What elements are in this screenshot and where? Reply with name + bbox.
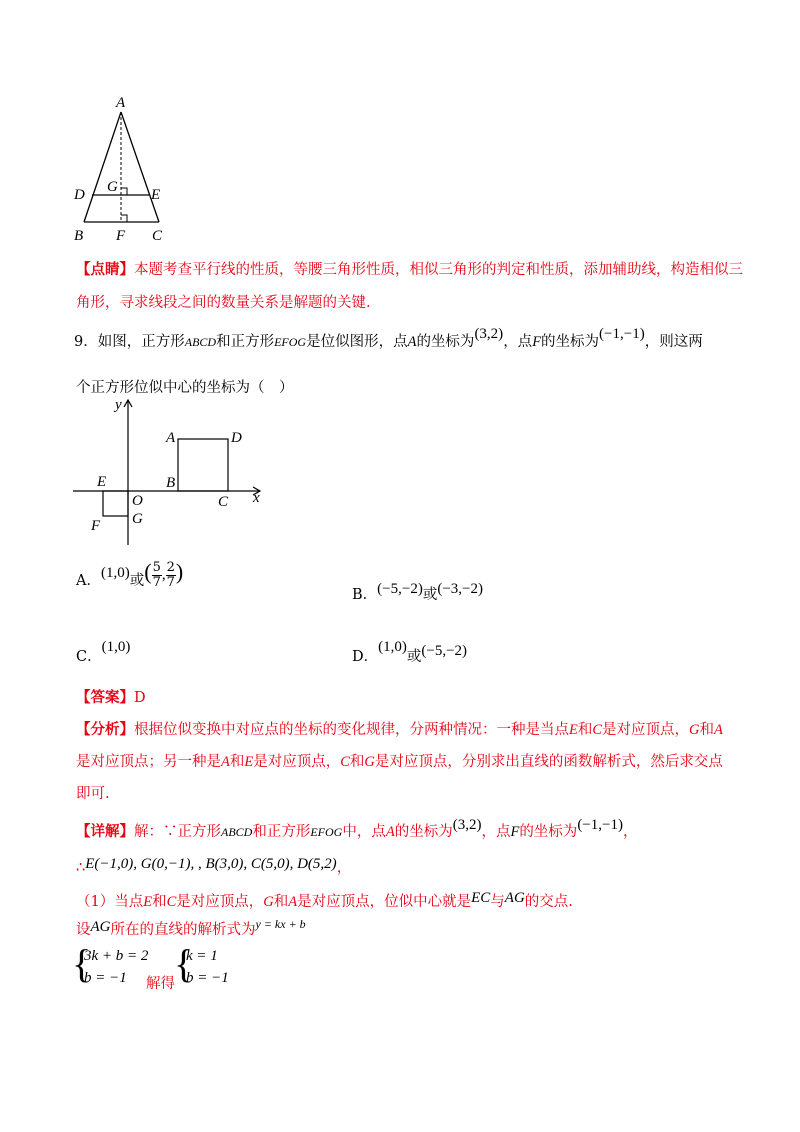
option-d[interactable]: D．(1,0)或(−5,−2) <box>352 639 468 665</box>
label-F: F <box>116 228 126 244</box>
analysis-line1: 【分析】根据位似变换中对应点的坐标的变化规律，分两种情况：一种是当点E和C是对应顶点，G和A <box>76 721 723 738</box>
answer: 【答案】D <box>76 689 146 706</box>
detail-case1-line: （1）当点E和C是对应顶点，G和A是对应顶点，位似中心就是EC与AG的交点. <box>76 890 573 910</box>
analysis-line2: 是对应顶点；另一种是A和E是对应顶点，C和G是对应顶点，分别求出直线的函数解析式，然后求交点 <box>76 754 723 770</box>
answer-value: D <box>134 690 146 706</box>
option-a[interactable]: A．(1,0)或( $\frac{5}{7}$ , $\frac{2}{7}$ ) <box>76 559 184 590</box>
detail-line1: 【详解】解：∵正方形ABCD和正方形EFOG中，点A的坐标为(3,2)，点F的坐标为(−1,−1)， <box>76 817 638 840</box>
option-c[interactable]: C．(1,0) <box>76 639 131 665</box>
label-B: B <box>166 475 176 491</box>
label-B: B <box>74 228 84 244</box>
label-C: C <box>152 228 163 244</box>
label-D: D <box>74 187 85 203</box>
system2-brace: { <box>174 941 194 986</box>
dianjing-line2: 角形，寻求线段之间的数量关系是解题的关键. <box>76 295 371 311</box>
system2-eq2: b = −1 <box>186 970 229 986</box>
system1-eq1: 3k + b = 2 <box>84 948 149 964</box>
axis-x-label: x <box>253 490 260 506</box>
solve-label: 解得 <box>146 976 175 992</box>
question-9-line2: 个正方形位似中心的坐标为（ ） <box>76 380 294 396</box>
question-9-line1: 9．如图，正方形ABCD和正方形EFOG是位似图形，点A的坐标为(3,2)，点F的坐标为(−1,−1)，则这两 <box>74 326 703 350</box>
label-G: G <box>132 511 143 527</box>
label-A: A <box>166 430 176 446</box>
label-F: F <box>91 518 101 534</box>
option-b[interactable]: B．(−5,−2)或(−3,−2) <box>352 581 483 603</box>
label-A: A <box>116 95 126 111</box>
label-C: C <box>218 494 229 510</box>
analysis-line3: 即可. <box>76 786 110 802</box>
label-G: G <box>107 179 118 195</box>
triangle-figure <box>70 90 180 245</box>
dianjing-tag: 【点睛】 <box>76 261 134 278</box>
label-D: D <box>231 430 242 446</box>
system1-eq2: b = −1 <box>84 970 127 986</box>
label-E: E <box>97 474 107 490</box>
detail-points-line: ∴E(−1,0), G(0,−1), , B(3,0), C(5,0), D(5,2)， <box>76 856 352 876</box>
label-E: E <box>151 187 161 203</box>
coordinate-figure <box>65 395 275 550</box>
dianjing-line1: 【点睛】本题考查平行线的性质，等腰三角形性质，相似三角形的判定和性质，添加辅助线，构造相似三 <box>76 261 743 278</box>
system1-brace: { <box>72 941 92 986</box>
system2-eq1: k = 1 <box>186 948 218 964</box>
label-O: O <box>132 493 143 509</box>
axis-y-label: y <box>115 397 122 413</box>
detail-set-line: 设AG所在的直线的解析式为$^{y = kx + b}$ <box>76 917 306 938</box>
